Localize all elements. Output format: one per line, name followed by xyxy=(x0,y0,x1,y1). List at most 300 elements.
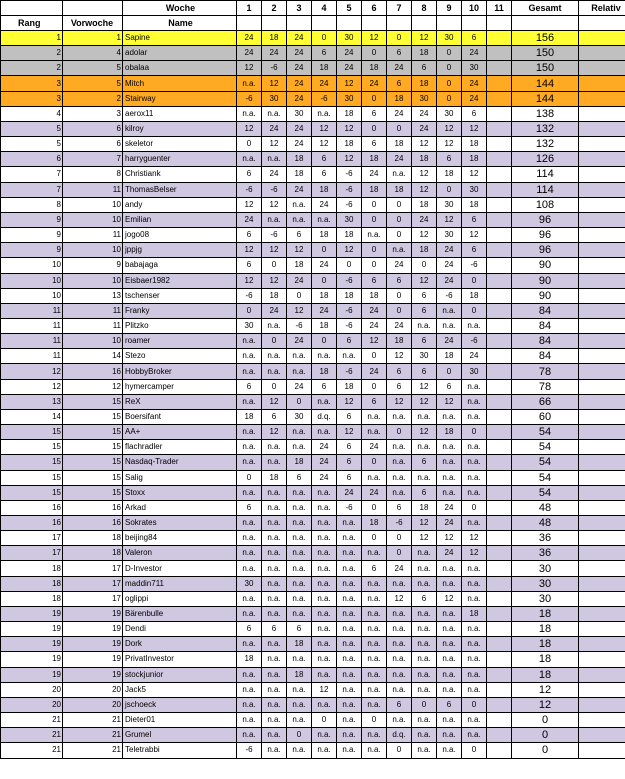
relativ-cell xyxy=(579,440,625,455)
rang-cell: 7 xyxy=(1,182,63,197)
gesamt-cell: 48 xyxy=(512,500,579,515)
rang-cell: 5 xyxy=(1,137,63,152)
week-7-cell: 18 xyxy=(387,182,412,197)
week-3-cell: n.a. xyxy=(287,606,312,621)
gesamt-cell: 132 xyxy=(512,121,579,136)
week-3-cell: n.a. xyxy=(287,697,312,712)
relativ-cell xyxy=(579,500,625,515)
name-cell: babajaga xyxy=(123,258,237,273)
vorwoche-cell: 17 xyxy=(63,561,123,576)
week-9-cell: n.a. xyxy=(437,682,462,697)
week-6-cell: 0 xyxy=(362,91,387,106)
week-5-cell: 30 xyxy=(337,212,362,227)
week-8-cell: 6 xyxy=(412,485,437,500)
table-row xyxy=(1,652,625,667)
week-7-cell: 12 xyxy=(387,394,412,409)
week-4-cell: n.a. xyxy=(312,425,337,440)
week-8-cell: 30 xyxy=(412,91,437,106)
week-1-cell: 6 xyxy=(237,379,262,394)
header-week-6: 6 xyxy=(362,1,387,16)
week-4-cell: d.q. xyxy=(312,409,337,424)
week-10-cell: 6 xyxy=(462,31,487,46)
week-5-cell: -6 xyxy=(337,167,362,182)
week-5-cell: 18 xyxy=(337,106,362,121)
name-cell: Stoxx xyxy=(123,485,237,500)
week-10-cell: 18 xyxy=(462,288,487,303)
table-row xyxy=(1,606,625,621)
week-5-cell: 24 xyxy=(337,485,362,500)
week-2-cell: n.a. xyxy=(262,561,287,576)
vorwoche-cell: 20 xyxy=(63,682,123,697)
week-2-cell: n.a. xyxy=(262,485,287,500)
week-8-cell: 0 xyxy=(412,697,437,712)
relativ-cell xyxy=(579,364,625,379)
gesamt-cell: 96 xyxy=(512,228,579,243)
rang-cell: 1 xyxy=(1,31,63,46)
name-cell: hymercamper xyxy=(123,379,237,394)
week-9-cell: 24 xyxy=(437,516,462,531)
week-3-cell: 6 xyxy=(287,470,312,485)
name-cell: Dieter01 xyxy=(123,713,237,728)
week-5-cell: 18 xyxy=(337,288,362,303)
header-cell-empty xyxy=(362,16,387,31)
week-7-cell: n.a. xyxy=(387,622,412,637)
week-8-cell: n.a. xyxy=(412,667,437,682)
week-10-cell: 6 xyxy=(462,243,487,258)
week-6-cell: 0 xyxy=(362,121,387,136)
name-cell: Eisbaer1982 xyxy=(123,273,237,288)
week-1-cell: n.a. xyxy=(237,516,262,531)
gesamt-cell: 84 xyxy=(512,303,579,318)
gesamt-cell: 144 xyxy=(512,76,579,91)
name-cell: Plitzko xyxy=(123,318,237,333)
gesamt-cell: 18 xyxy=(512,637,579,652)
gesamt-cell: 12 xyxy=(512,697,579,712)
vorwoche-cell: 15 xyxy=(63,455,123,470)
week-10-cell: n.a. xyxy=(462,455,487,470)
week-7-cell: n.a. xyxy=(387,167,412,182)
week-3-cell: 18 xyxy=(287,258,312,273)
week-7-cell: 24 xyxy=(387,152,412,167)
week-1-cell: n.a. xyxy=(237,106,262,121)
relativ-cell xyxy=(579,728,625,743)
week-6-cell: n.a. xyxy=(362,228,387,243)
gesamt-cell: 78 xyxy=(512,379,579,394)
week-5-cell: 12 xyxy=(337,76,362,91)
week-10-cell: -6 xyxy=(462,258,487,273)
week-5-cell: n.a. xyxy=(337,516,362,531)
week-5-cell: 0 xyxy=(337,258,362,273)
week-4-cell: 18 xyxy=(312,288,337,303)
week-8-cell: n.a. xyxy=(412,606,437,621)
week-9-cell: 12 xyxy=(437,531,462,546)
table-row xyxy=(1,288,625,303)
week-8-cell: 18 xyxy=(412,500,437,515)
week-8-cell: n.a. xyxy=(412,470,437,485)
name-cell: aerox11 xyxy=(123,106,237,121)
week-3-cell: 30 xyxy=(287,409,312,424)
relativ-cell xyxy=(579,606,625,621)
week-10-cell: 12 xyxy=(462,228,487,243)
week-9-cell: 6 xyxy=(437,152,462,167)
week-4-cell: 18 xyxy=(312,318,337,333)
table-row xyxy=(1,349,625,364)
week-2-cell: 6 xyxy=(262,622,287,637)
table-row xyxy=(1,46,625,61)
relativ-cell xyxy=(579,152,625,167)
rang-cell: 10 xyxy=(1,258,63,273)
vorwoche-cell: 5 xyxy=(63,76,123,91)
vorwoche-cell: 19 xyxy=(63,652,123,667)
week-10-cell: n.a. xyxy=(462,516,487,531)
relativ-cell xyxy=(579,516,625,531)
rang-cell: 9 xyxy=(1,243,63,258)
week-9-cell: 12 xyxy=(437,394,462,409)
week-1-cell: 12 xyxy=(237,121,262,136)
week-8-cell: 12 xyxy=(412,516,437,531)
week-4-cell: n.a. xyxy=(312,728,337,743)
week-2-cell: 18 xyxy=(262,31,287,46)
week-1-cell: 12 xyxy=(237,197,262,212)
vorwoche-cell: 19 xyxy=(63,606,123,621)
week-1-cell: 18 xyxy=(237,409,262,424)
week-10-cell: n.a. xyxy=(462,713,487,728)
week-5-cell: 24 xyxy=(337,61,362,76)
header-relativ: Relativ xyxy=(579,1,625,16)
week-7-cell: 24 xyxy=(387,561,412,576)
week-6-cell: 24 xyxy=(362,167,387,182)
vorwoche-cell: 16 xyxy=(63,516,123,531)
week-6-cell: 0 xyxy=(362,713,387,728)
rang-cell: 12 xyxy=(1,364,63,379)
week-1-cell: 6 xyxy=(237,167,262,182)
week-3-cell: n.a. xyxy=(287,743,312,758)
week-2-cell: 24 xyxy=(262,121,287,136)
week-3-cell: n.a. xyxy=(287,212,312,227)
week-8-cell: n.a. xyxy=(412,576,437,591)
week-7-cell: n.a. xyxy=(387,667,412,682)
week-1-cell: -6 xyxy=(237,91,262,106)
gesamt-cell: 54 xyxy=(512,440,579,455)
name-cell: harryguenter xyxy=(123,152,237,167)
week-1-cell: n.a. xyxy=(237,440,262,455)
gesamt-cell: 150 xyxy=(512,61,579,76)
week-8-cell: 18 xyxy=(412,152,437,167)
week-8-cell: n.a. xyxy=(412,622,437,637)
week-8-cell: 6 xyxy=(412,334,437,349)
week-1-cell: n.a. xyxy=(237,334,262,349)
week-9-cell: 0 xyxy=(437,46,462,61)
table-row xyxy=(1,243,625,258)
week-2-cell: n.a. xyxy=(262,713,287,728)
gesamt-cell: 96 xyxy=(512,212,579,227)
name-cell: tschenser xyxy=(123,288,237,303)
gesamt-cell: 78 xyxy=(512,364,579,379)
relativ-cell xyxy=(579,167,625,182)
week-8-cell: 18 xyxy=(412,243,437,258)
vorwoche-cell: 15 xyxy=(63,440,123,455)
vorwoche-cell: 19 xyxy=(63,622,123,637)
rang-cell: 20 xyxy=(1,697,63,712)
week-5-cell: n.a. xyxy=(337,713,362,728)
week-1-cell: n.a. xyxy=(237,485,262,500)
week-3-cell: n.a. xyxy=(287,485,312,500)
header-cell-empty xyxy=(237,16,262,31)
gesamt-cell: 114 xyxy=(512,182,579,197)
week-7-cell: n.a. xyxy=(387,409,412,424)
week-11-cell xyxy=(487,288,512,303)
gesamt-cell: 90 xyxy=(512,288,579,303)
week-5-cell: -6 xyxy=(337,364,362,379)
week-2-cell: -6 xyxy=(262,182,287,197)
table-row xyxy=(1,500,625,515)
week-9-cell: n.a. xyxy=(437,440,462,455)
header-name: Name xyxy=(123,16,237,31)
name-cell: Stairway xyxy=(123,91,237,106)
name-cell: Emilian xyxy=(123,212,237,227)
week-4-cell: n.a. xyxy=(312,546,337,561)
week-4-cell: 6 xyxy=(312,379,337,394)
table-row xyxy=(1,318,625,333)
week-3-cell: 24 xyxy=(287,182,312,197)
week-6-cell: n.a. xyxy=(362,743,387,758)
week-6-cell: n.a. xyxy=(362,470,387,485)
week-3-cell: 30 xyxy=(287,106,312,121)
gesamt-cell: 84 xyxy=(512,334,579,349)
week-5-cell: n.a. xyxy=(337,743,362,758)
week-6-cell: n.a. xyxy=(362,652,387,667)
vorwoche-cell: 16 xyxy=(63,364,123,379)
rang-cell: 15 xyxy=(1,440,63,455)
header-row-2 xyxy=(1,16,625,31)
week-3-cell: 18 xyxy=(287,455,312,470)
week-4-cell: 24 xyxy=(312,455,337,470)
gesamt-cell: 90 xyxy=(512,273,579,288)
name-cell: Teletrabbi xyxy=(123,743,237,758)
week-2-cell: n.a. xyxy=(262,500,287,515)
week-11-cell xyxy=(487,576,512,591)
week-7-cell: n.a. xyxy=(387,606,412,621)
week-6-cell: 6 xyxy=(362,273,387,288)
week-11-cell xyxy=(487,46,512,61)
week-9-cell: 18 xyxy=(437,349,462,364)
header-row-1 xyxy=(1,1,625,16)
week-5-cell: n.a. xyxy=(337,682,362,697)
vorwoche-cell: 5 xyxy=(63,61,123,76)
relativ-cell xyxy=(579,197,625,212)
rang-cell: 10 xyxy=(1,288,63,303)
week-11-cell xyxy=(487,485,512,500)
week-7-cell: 0 xyxy=(387,228,412,243)
week-10-cell: 18 xyxy=(462,197,487,212)
week-3-cell: 24 xyxy=(287,91,312,106)
week-10-cell: 18 xyxy=(462,152,487,167)
week-6-cell: 0 xyxy=(362,349,387,364)
vorwoche-cell: 12 xyxy=(63,379,123,394)
week-11-cell xyxy=(487,303,512,318)
table-row xyxy=(1,440,625,455)
week-11-cell xyxy=(487,91,512,106)
rang-cell: 21 xyxy=(1,743,63,758)
gesamt-cell: 36 xyxy=(512,546,579,561)
week-3-cell: 24 xyxy=(287,31,312,46)
rang-cell: 10 xyxy=(1,273,63,288)
week-10-cell: n.a. xyxy=(462,591,487,606)
week-1-cell: n.a. xyxy=(237,728,262,743)
week-1-cell: 12 xyxy=(237,61,262,76)
week-9-cell: n.a. xyxy=(437,728,462,743)
week-4-cell: -6 xyxy=(312,91,337,106)
week-6-cell: 6 xyxy=(362,561,387,576)
table-row xyxy=(1,228,625,243)
name-cell: Stezo xyxy=(123,349,237,364)
week-10-cell: n.a. xyxy=(462,667,487,682)
vorwoche-cell: 9 xyxy=(63,258,123,273)
week-6-cell: 0 xyxy=(362,531,387,546)
week-4-cell: n.a. xyxy=(312,697,337,712)
week-6-cell: 18 xyxy=(362,182,387,197)
week-5-cell: n.a. xyxy=(337,728,362,743)
week-10-cell: 30 xyxy=(462,182,487,197)
gesamt-cell: 12 xyxy=(512,682,579,697)
week-5-cell: 6 xyxy=(337,409,362,424)
gesamt-cell: 54 xyxy=(512,425,579,440)
table-row xyxy=(1,212,625,227)
table-row xyxy=(1,470,625,485)
week-3-cell: 12 xyxy=(287,243,312,258)
week-2-cell: n.a. xyxy=(262,318,287,333)
week-9-cell: n.a. xyxy=(437,576,462,591)
week-11-cell xyxy=(487,364,512,379)
week-5-cell: 12 xyxy=(337,425,362,440)
week-3-cell: n.a. xyxy=(287,364,312,379)
week-9-cell: n.a. xyxy=(437,622,462,637)
name-cell: andy xyxy=(123,197,237,212)
rang-cell: 11 xyxy=(1,349,63,364)
table-row xyxy=(1,425,625,440)
week-11-cell xyxy=(487,106,512,121)
rang-cell: 3 xyxy=(1,76,63,91)
header-week-9: 9 xyxy=(437,1,462,16)
vorwoche-cell: 10 xyxy=(63,273,123,288)
week-7-cell: 6 xyxy=(387,500,412,515)
week-2-cell: n.a. xyxy=(262,546,287,561)
relativ-cell xyxy=(579,409,625,424)
relativ-cell xyxy=(579,91,625,106)
week-2-cell: 12 xyxy=(262,243,287,258)
table-row xyxy=(1,546,625,561)
relativ-cell xyxy=(579,106,625,121)
rang-cell: 7 xyxy=(1,167,63,182)
week-9-cell: 24 xyxy=(437,258,462,273)
week-7-cell: 0 xyxy=(387,425,412,440)
week-8-cell: n.a. xyxy=(412,440,437,455)
week-11-cell xyxy=(487,652,512,667)
week-4-cell: n.a. xyxy=(312,485,337,500)
week-7-cell: 24 xyxy=(387,61,412,76)
week-3-cell: n.a. xyxy=(287,425,312,440)
table-row xyxy=(1,61,625,76)
name-cell: Boersifant xyxy=(123,409,237,424)
week-3-cell: 24 xyxy=(287,379,312,394)
relativ-cell xyxy=(579,470,625,485)
rang-cell: 20 xyxy=(1,682,63,697)
week-6-cell: n.a. xyxy=(362,682,387,697)
week-4-cell: n.a. xyxy=(312,606,337,621)
table-row xyxy=(1,622,625,637)
week-2-cell: 0 xyxy=(262,334,287,349)
gesamt-cell: 30 xyxy=(512,591,579,606)
week-3-cell: 18 xyxy=(287,667,312,682)
relativ-cell xyxy=(579,637,625,652)
week-8-cell: 12 xyxy=(412,137,437,152)
table-row xyxy=(1,576,625,591)
week-11-cell xyxy=(487,546,512,561)
week-8-cell: 6 xyxy=(412,591,437,606)
gesamt-cell: 126 xyxy=(512,152,579,167)
week-4-cell: 24 xyxy=(312,303,337,318)
header-cell-empty xyxy=(412,16,437,31)
header-week-10: 10 xyxy=(462,1,487,16)
week-11-cell xyxy=(487,455,512,470)
week-6-cell: n.a. xyxy=(362,409,387,424)
header-cell-empty xyxy=(287,16,312,31)
week-5-cell: n.a. xyxy=(337,667,362,682)
week-8-cell: 18 xyxy=(412,197,437,212)
week-2-cell: 12 xyxy=(262,394,287,409)
week-10-cell: n.a. xyxy=(462,652,487,667)
week-10-cell: 12 xyxy=(462,546,487,561)
week-3-cell: 24 xyxy=(287,334,312,349)
week-9-cell: 12 xyxy=(437,137,462,152)
week-4-cell: n.a. xyxy=(312,394,337,409)
week-11-cell xyxy=(487,531,512,546)
week-6-cell: 0 xyxy=(362,46,387,61)
table-row xyxy=(1,167,625,182)
week-5-cell: n.a. xyxy=(337,561,362,576)
week-8-cell: 24 xyxy=(412,212,437,227)
week-4-cell: 6 xyxy=(312,167,337,182)
week-10-cell: n.a. xyxy=(462,485,487,500)
week-4-cell: 0 xyxy=(312,713,337,728)
week-4-cell: n.a. xyxy=(312,743,337,758)
rang-cell: 9 xyxy=(1,212,63,227)
header-cell-empty xyxy=(1,1,63,16)
rang-cell: 5 xyxy=(1,121,63,136)
rang-cell: 19 xyxy=(1,606,63,621)
week-1-cell: 0 xyxy=(237,137,262,152)
header-week-1: 1 xyxy=(237,1,262,16)
gesamt-cell: 66 xyxy=(512,394,579,409)
relativ-cell xyxy=(579,622,625,637)
name-cell: D-Investor xyxy=(123,561,237,576)
week-9-cell: n.a. xyxy=(437,470,462,485)
gesamt-cell: 84 xyxy=(512,318,579,333)
week-11-cell xyxy=(487,500,512,515)
week-4-cell: 24 xyxy=(312,258,337,273)
table-row xyxy=(1,182,625,197)
table-row xyxy=(1,728,625,743)
table-row xyxy=(1,637,625,652)
week-1-cell: n.a. xyxy=(237,713,262,728)
week-9-cell: n.a. xyxy=(437,455,462,470)
week-2-cell: n.a. xyxy=(262,440,287,455)
name-cell: skeletor xyxy=(123,137,237,152)
week-5-cell: -6 xyxy=(337,500,362,515)
week-8-cell: 12 xyxy=(412,531,437,546)
week-5-cell: 18 xyxy=(337,228,362,243)
vorwoche-cell: 4 xyxy=(63,46,123,61)
